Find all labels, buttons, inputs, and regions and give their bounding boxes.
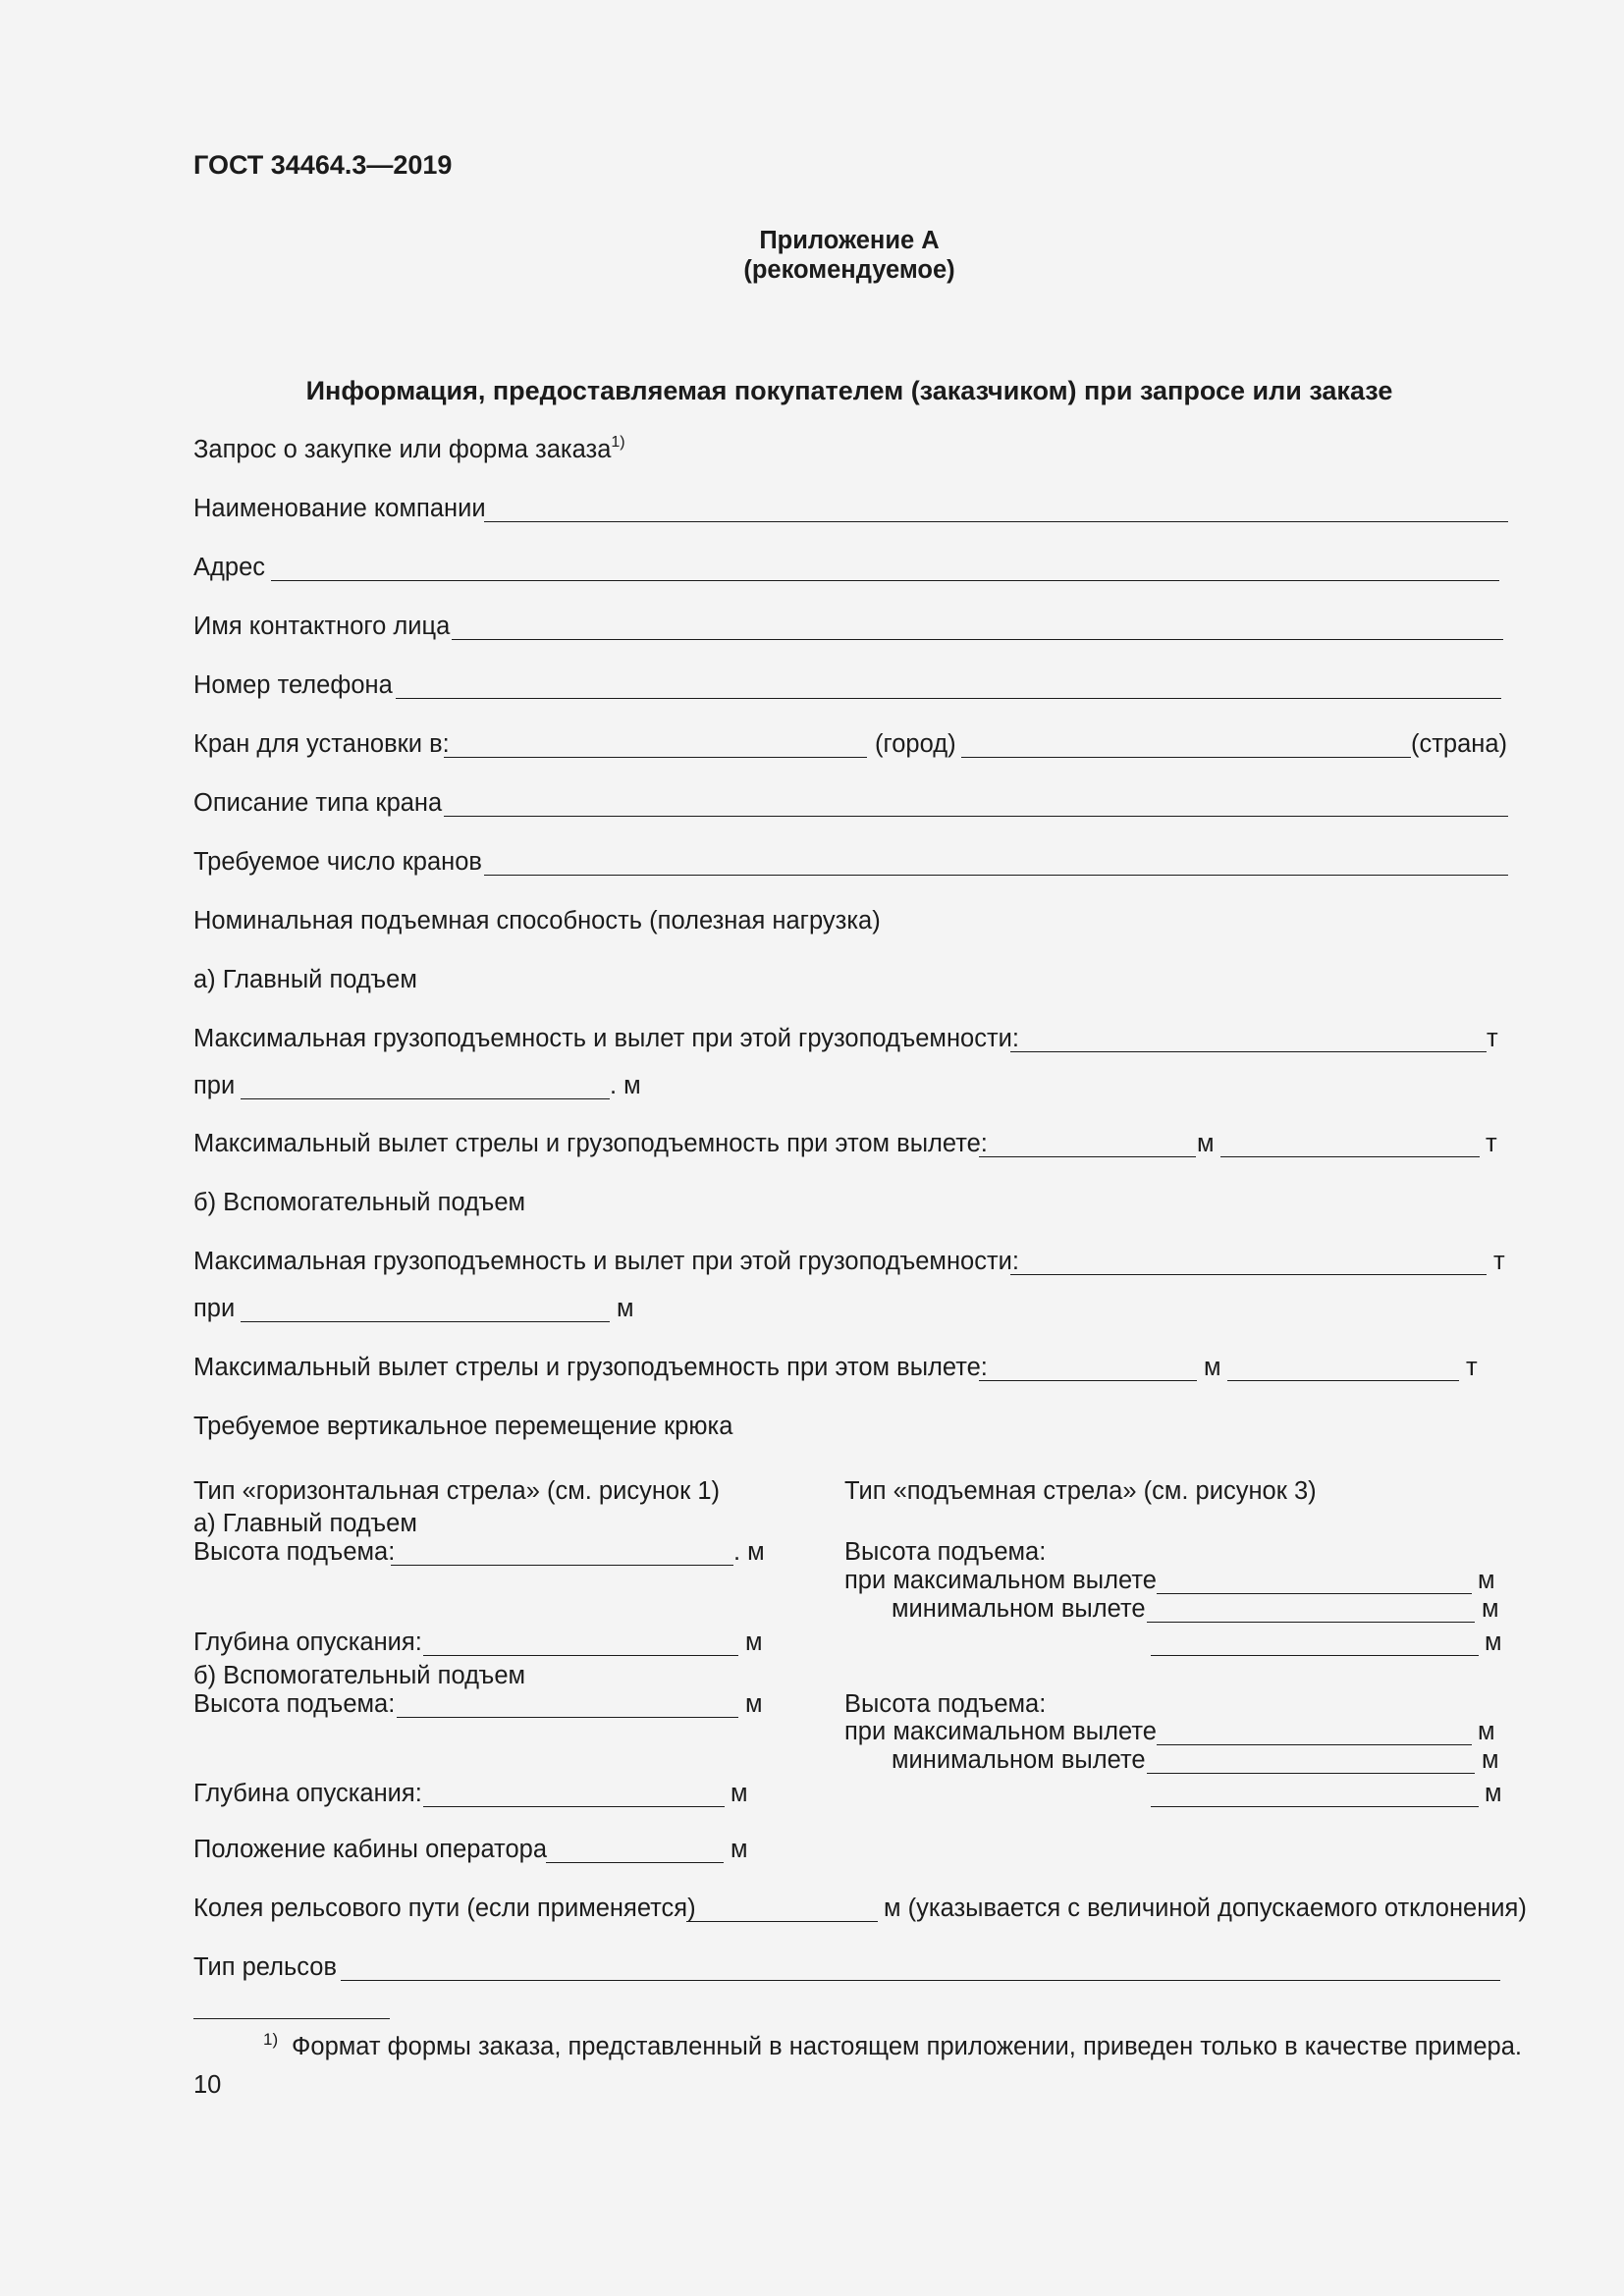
max-capacity-label: Максимальная грузоподъемность и вылет при этой грузоподъемности:: [193, 1025, 1019, 1052]
unit-t: т: [1466, 1354, 1478, 1381]
max-capacity-field-line[interactable]: [1010, 1051, 1487, 1052]
unit-m: м: [1482, 1746, 1499, 1774]
unit-m: м: [1204, 1354, 1221, 1381]
country-label: (страна): [1411, 730, 1508, 758]
country-field-line[interactable]: [961, 757, 1411, 758]
at-max-reach-label: при максимальном вылете: [844, 1718, 1157, 1745]
left-col-title: Тип «горизонтальная стрела» (см. рисунок 1): [193, 1477, 721, 1505]
footnote-text: Формат формы заказа, представленный в настоящем приложении, приведен только в качестве примера.: [292, 2033, 1522, 2060]
contact-label: Имя контактного лица: [193, 613, 451, 640]
unit-m: м: [1485, 1780, 1502, 1807]
right-lift-height-label: Высота подъема:: [844, 1538, 1047, 1566]
install-label: Кран для установки в:: [193, 730, 450, 758]
pri-label: при: [193, 1295, 236, 1322]
min-reach-height-field-line[interactable]: [1147, 1622, 1475, 1623]
form-intro-text: Запрос о закупке или форма заказа: [193, 436, 612, 463]
unit-m: м: [745, 1629, 763, 1656]
pri-label: при: [193, 1072, 236, 1099]
max-reach-label: Максимальный вылет стрелы и грузоподъемность при этом вылете:: [193, 1354, 988, 1381]
footnote-mark: 1): [263, 2030, 279, 2049]
reach-field-line[interactable]: [979, 1156, 1196, 1157]
unit-m: м: [1197, 1130, 1215, 1157]
address-label: Адрес: [193, 554, 266, 581]
appendix-subtitle: (рекомендуемое): [743, 256, 955, 284]
pri-field-line[interactable]: [241, 1098, 610, 1099]
unit-t: т: [1487, 1025, 1498, 1052]
max-reach-height-field-line[interactable]: [1157, 1744, 1472, 1745]
left-lift-height-label: Высота подъема:: [193, 1690, 396, 1718]
rail-type-field-line[interactable]: [341, 1980, 1500, 1981]
unit-t: т: [1493, 1248, 1505, 1275]
max-capacity-label: Максимальная грузоподъемность и вылет при этой грузоподъемности:: [193, 1248, 1019, 1275]
unit-m: м: [1482, 1595, 1499, 1623]
unit-m: м: [745, 1690, 763, 1718]
left-depth-label: Глубина опускания:: [193, 1780, 422, 1807]
left-depth-field-line[interactable]: [423, 1806, 725, 1807]
unit-m: м: [1478, 1718, 1495, 1745]
company-field-line[interactable]: [484, 521, 1508, 522]
rail-type-label: Тип рельсов: [193, 1953, 338, 1981]
appendix-title: Приложение А: [759, 227, 940, 254]
aux-hoist-heading: б) Вспомогательный подъем: [193, 1189, 526, 1216]
crane-type-label: Описание типа крана: [193, 789, 443, 817]
extra-height-field-line[interactable]: [1151, 1806, 1479, 1807]
main-hoist-heading: а) Главный подъем: [193, 966, 417, 993]
capacity-field-line[interactable]: [1220, 1156, 1480, 1157]
left-depth-field-line[interactable]: [423, 1655, 738, 1656]
left-depth-label: Глубина опускания:: [193, 1629, 422, 1656]
left-lift-height-field-line[interactable]: [397, 1717, 738, 1718]
city-field-line[interactable]: [444, 757, 867, 758]
min-reach-label: минимальном вылете: [892, 1595, 1146, 1623]
left-main-hoist: а) Главный подъем: [193, 1510, 417, 1537]
address-field-line[interactable]: [271, 580, 1499, 581]
crane-type-field-line[interactable]: [444, 816, 1508, 817]
extra-height-field-line[interactable]: [1151, 1655, 1479, 1656]
section-title: Информация, предоставляемая покупателем (заказчиком) при запросе или заказе: [305, 376, 1393, 405]
max-reach-height-field-line[interactable]: [1157, 1593, 1472, 1594]
min-reach-label: минимальном вылете: [892, 1746, 1146, 1774]
unit-m: . м: [610, 1072, 641, 1099]
unit-m: м: [1485, 1629, 1502, 1656]
unit-m: м: [731, 1836, 748, 1863]
reach-field-line[interactable]: [979, 1380, 1197, 1381]
gauge-field-line[interactable]: [686, 1921, 878, 1922]
phone-field-line[interactable]: [396, 698, 1501, 699]
document-header: ГОСТ 34464.3—2019: [193, 150, 453, 180]
at-max-reach-label: при максимальном вылете: [844, 1567, 1157, 1594]
left-lift-height-field-line[interactable]: [391, 1565, 733, 1566]
crane-count-field-line[interactable]: [484, 875, 1508, 876]
cabin-field-line[interactable]: [546, 1862, 724, 1863]
gauge-label: Колея рельсового пути (если применяется): [193, 1895, 696, 1922]
unit-m: . м: [733, 1538, 765, 1566]
crane-count-label: Требуемое число кранов: [193, 848, 482, 876]
page-number: 10: [193, 2071, 222, 2099]
cabin-label: Положение кабины оператора: [193, 1836, 548, 1863]
gauge-note: м (указывается с величиной допускаемого отклонения): [884, 1895, 1527, 1922]
phone-label: Номер телефона: [193, 671, 393, 699]
footnote-separator: [193, 2018, 390, 2019]
right-col-title: Тип «подъемная стрела» (см. рисунок 3): [844, 1477, 1317, 1505]
left-lift-height-label: Высота подъема:: [193, 1538, 396, 1566]
pri-field-line[interactable]: [241, 1321, 610, 1322]
min-reach-height-field-line[interactable]: [1147, 1773, 1475, 1774]
unit-m: м: [1478, 1567, 1495, 1594]
footnote-ref: 1): [611, 434, 625, 451]
company-label: Наименование компании: [193, 495, 486, 522]
hook-travel-label: Требуемое вертикальное перемещение крюка: [193, 1413, 733, 1440]
max-capacity-field-line[interactable]: [1010, 1274, 1487, 1275]
form-intro: [193, 434, 625, 463]
capacity-field-line[interactable]: [1227, 1380, 1459, 1381]
rated-capacity-label: Номинальная подъемная способность (полезная нагрузка): [193, 907, 881, 934]
unit-m: м: [617, 1295, 634, 1322]
right-lift-height-label: Высота подъема:: [844, 1690, 1047, 1718]
contact-field-line[interactable]: [452, 639, 1503, 640]
left-aux-hoist: б) Вспомогательный подъем: [193, 1662, 526, 1689]
unit-m: м: [731, 1780, 748, 1807]
city-label: (город): [875, 730, 956, 758]
max-reach-label: Максимальный вылет стрелы и грузоподъемность при этом вылете:: [193, 1130, 988, 1157]
unit-t: т: [1486, 1130, 1497, 1157]
